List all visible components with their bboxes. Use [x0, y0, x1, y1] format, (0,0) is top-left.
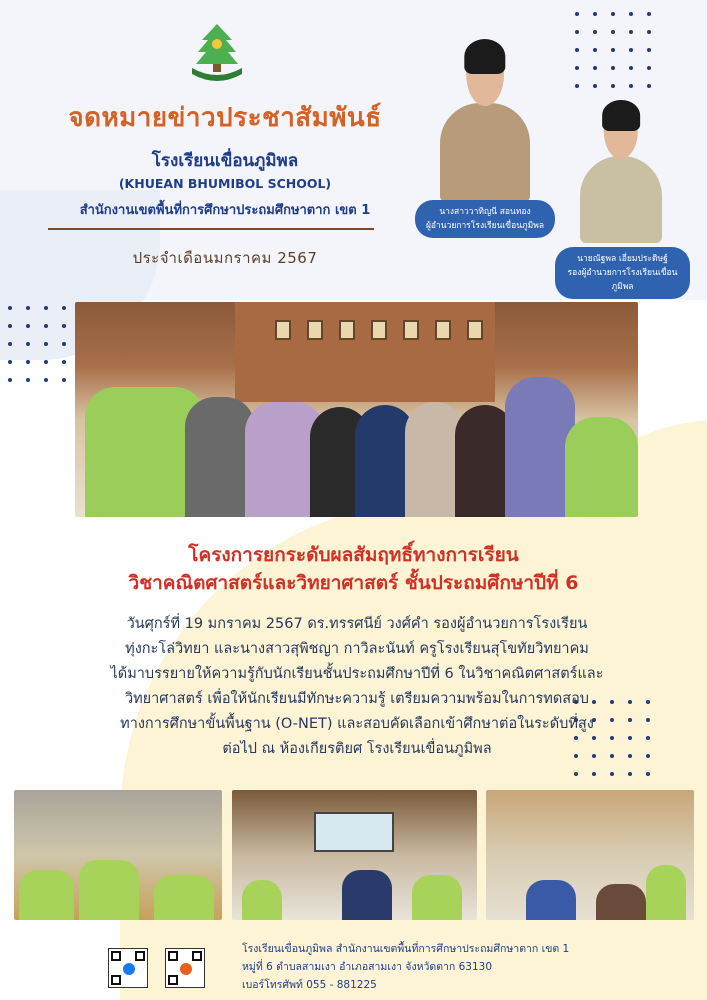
director-name: นางสาววาทิญนี สอนทอง: [439, 207, 531, 217]
deputy-director-photo: [580, 103, 662, 243]
decorative-dots: [8, 306, 66, 382]
article-line: วันศุกร์ที่ 19 มกราคม 2567 ดร.ทรรศนีย์ วงศ์คำ รองผู้อำนวยการโรงเรียน: [126, 616, 588, 632]
education-office: สำนักงานเขตพื้นที่การศึกษาประถมศึกษาตาก เขต 1: [79, 203, 371, 218]
article-line: วิทยาศาสตร์ เพื่อให้นักเรียนมีทักษะความรู้ เตรียมความพร้อมในการทดสอบ: [124, 691, 590, 707]
event-photo-3: [486, 790, 694, 920]
school-name-english: (KHUEAN BHUMIBOL SCHOOL): [118, 176, 332, 191]
article-body: [62, 612, 652, 762]
school-name-thai: โรงเรียนเขื่อนภูมิพล: [151, 151, 299, 171]
article-line: ต่อไป ณ ห้องเกียรติยศ โรงเรียนเขื่อนภูมิพล: [222, 741, 492, 757]
footer-school-office: โรงเรียนเขื่อนภูมิพล สำนักงานเขตพื้นที่การศึกษาประถมศึกษาตาก เขต 1: [242, 943, 570, 955]
footer-phone: เบอร์โทรศัพท์ 055 - 881225: [242, 979, 377, 991]
director-photo: [440, 42, 530, 202]
main-event-photo: [75, 302, 638, 517]
project-title-line1: โครงการยกระดับผลสัมฤทธิ์ทางการเรียน: [188, 544, 519, 566]
deputy-director-role: รองผู้อำนวยการโรงเรียนเขื่อนภูมิพล: [567, 268, 678, 292]
deputy-director-name: นายณัฐพล เอี่ยมประดิษฐ์: [577, 254, 668, 264]
event-photo-2: [232, 790, 477, 920]
divider: [48, 228, 374, 230]
footer-address: หมู่ที่ 6 ตำบลสามเงา อำเภอสามเงา จังหวัดตาก 63130: [242, 961, 493, 973]
event-photo-1: [14, 790, 222, 920]
school-emblem-icon: [182, 18, 252, 88]
director-caption: [415, 200, 555, 238]
director-role: ผู้อำนวยการโรงเรียนเขื่อนภูมิพล: [425, 221, 545, 231]
decorative-dots: [575, 12, 651, 88]
issue-month: ประจำเดือนมกราคม 2567: [132, 249, 318, 267]
article-line: ทุ่งกะโล่วิทยา และนางสาวสุพิชญา กาวิละนันท์ ครูโรงเรียนสุโขทัยวิทยาคม: [125, 641, 589, 657]
project-title-line2: วิชาคณิตศาสตร์และวิทยาศาสตร์ ชั้นประถมศึกษาปีที่ 6: [128, 572, 579, 594]
deputy-director-caption: [555, 247, 690, 299]
article-line: ได้มาบรรยายให้ความรู้กับนักเรียนชั้นประถมศึกษาปีที่ 6 ในวิชาคณิตศาสตร์และ: [110, 666, 604, 682]
website-qr-icon[interactable]: [165, 948, 205, 988]
facebook-qr-icon[interactable]: [108, 948, 148, 988]
newsletter-title: จดหมายข่าวประชาสัมพันธ์: [68, 103, 382, 133]
article-line: ทางการศึกษาขั้นพื้นฐาน (O-NET) และสอบคัดเลือกเข้าศึกษาต่อในระดับที่สูง: [120, 716, 594, 732]
